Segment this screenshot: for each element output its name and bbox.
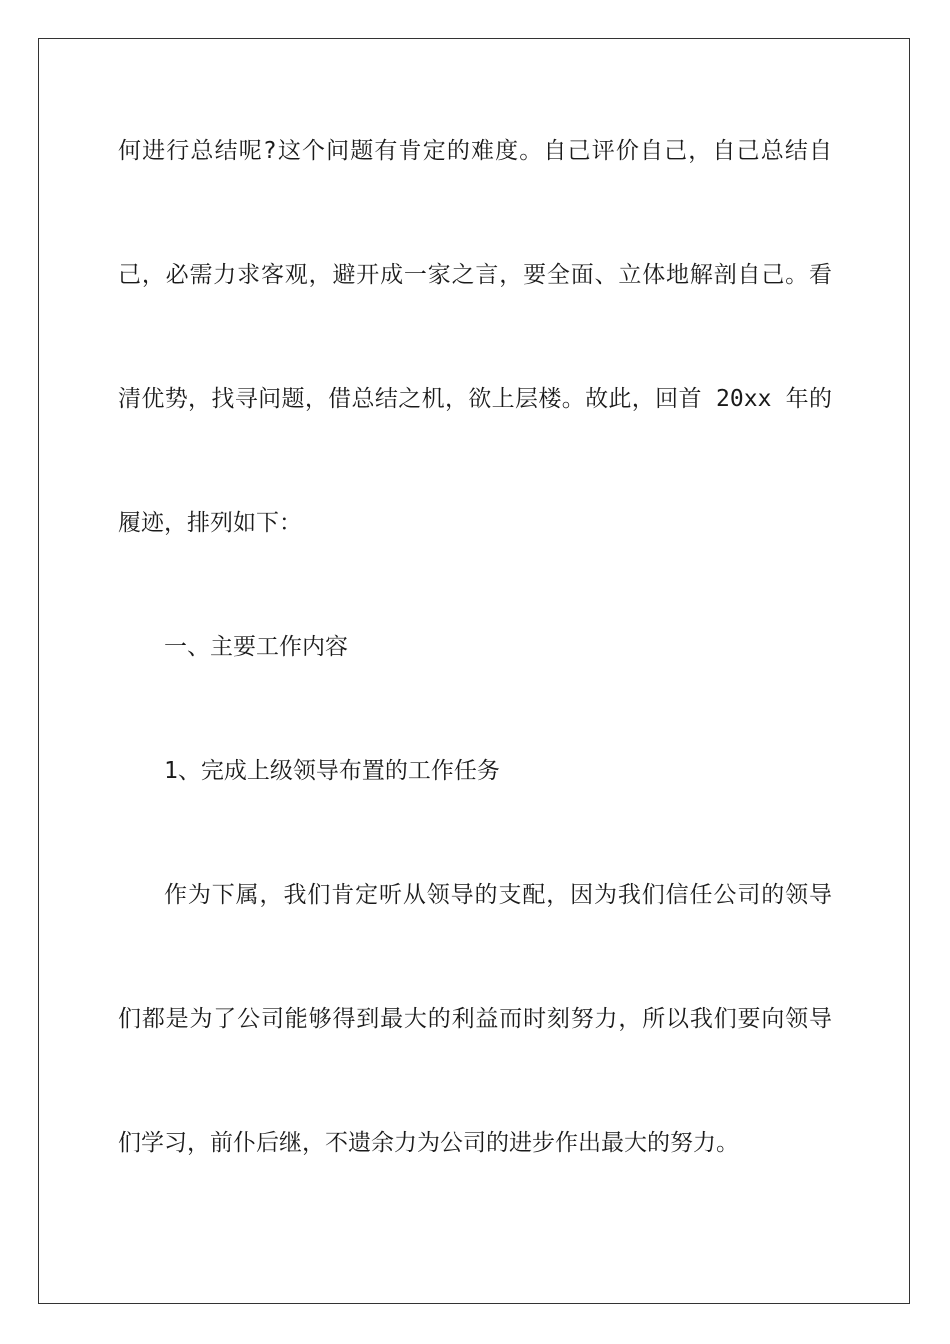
paragraph-line: 何进行总结呢?这个问题有肯定的难度。自己评价自己，自己总结自 [118,138,832,164]
paragraph-line: 清优势，找寻问题，借总结之机，欲上层楼。故此，回首 20xx 年的 [118,386,832,412]
paragraph-line: 们都是为了公司能够得到最大的利益而时刻努力，所以我们要向领导 [118,1006,832,1032]
paragraph-line: 作为下属，我们肯定听从领导的支配，因为我们信任公司的领导 [164,882,832,908]
paragraph-line: 己，必需力求客观，避开成一家之言，要全面、立体地解剖自己。看 [118,262,832,288]
paragraph-line: 履迹，排列如下： [118,510,302,536]
section-heading: 一、主要工作内容 [164,634,348,660]
page-border [38,38,910,1304]
subsection-heading: 1、完成上级领导布置的工作任务 [164,758,500,784]
paragraph-line: 们学习，前仆后继，不遗余力为公司的进步作出最大的努力。 [118,1130,739,1156]
